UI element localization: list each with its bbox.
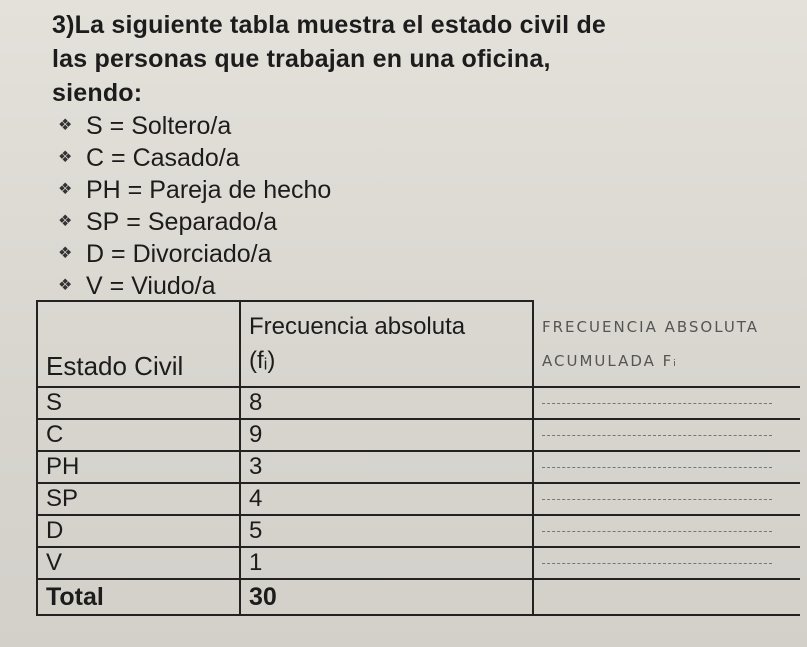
cell-fi: 5 bbox=[240, 515, 533, 547]
cell-estado: SP bbox=[37, 483, 240, 515]
table-row bbox=[37, 483, 800, 515]
definition-item: ❖ S = Soltero/a bbox=[58, 112, 232, 140]
definition-meaning: Soltero/a bbox=[131, 112, 232, 140]
definition-meaning: Casado/a bbox=[132, 144, 240, 172]
definition-code: C bbox=[86, 144, 105, 172]
cell-fi: 9 bbox=[240, 419, 533, 451]
definition-item: ❖ C = Casado/a bbox=[58, 144, 240, 172]
header-frecuencia-line-2: (fᵢ) bbox=[249, 347, 276, 374]
question-line-2: las personas que trabajan en una oficina, bbox=[52, 45, 551, 73]
cell-Fi-total-empty[interactable] bbox=[533, 579, 800, 615]
question-text bbox=[52, 8, 752, 110]
definition-meaning: Pareja de hecho bbox=[149, 176, 332, 204]
header-frecuencia-acumulada bbox=[533, 301, 800, 387]
cell-estado: C bbox=[37, 419, 240, 451]
cell-estado: PH bbox=[37, 451, 240, 483]
definition-meaning: Separado/a bbox=[147, 208, 278, 236]
definition-item: ❖ V = Viudo/a bbox=[58, 272, 216, 300]
frequency-table bbox=[36, 300, 800, 616]
question-line-3: siendo: bbox=[52, 79, 143, 107]
diamond-bullet-icon: ❖ bbox=[58, 213, 73, 230]
definition-meaning: Viudo/a bbox=[131, 272, 216, 300]
diamond-bullet-icon: ❖ bbox=[58, 117, 73, 134]
table-row bbox=[37, 515, 800, 547]
table-row bbox=[37, 387, 800, 419]
cell-Fi-empty[interactable] bbox=[533, 547, 800, 579]
cell-estado: D bbox=[37, 515, 240, 547]
cell-Fi-empty[interactable] bbox=[533, 451, 800, 483]
cell-fi: 1 bbox=[240, 547, 533, 579]
table-row bbox=[37, 451, 800, 483]
table-row bbox=[37, 547, 800, 579]
table-row bbox=[37, 419, 800, 451]
definition-item: ❖ D = Divorciado/a bbox=[58, 240, 272, 268]
header-frecuencia-absoluta bbox=[240, 301, 533, 387]
cell-fi: 4 bbox=[240, 483, 533, 515]
cell-Fi-empty[interactable] bbox=[533, 483, 800, 515]
diamond-bullet-icon: ❖ bbox=[58, 245, 73, 262]
cell-fi: 3 bbox=[240, 451, 533, 483]
cell-fi: 8 bbox=[240, 387, 533, 419]
definition-meaning: Divorciado/a bbox=[132, 240, 272, 268]
total-label: Total bbox=[37, 579, 240, 615]
cell-Fi-empty[interactable] bbox=[533, 387, 800, 419]
cell-estado: V bbox=[37, 547, 240, 579]
definition-item: ❖ SP = Separado/a bbox=[58, 208, 278, 236]
table-header-row bbox=[37, 301, 800, 387]
definition-item: ❖ PH = Pareja de hecho bbox=[58, 176, 332, 204]
diamond-bullet-icon: ❖ bbox=[58, 277, 73, 294]
cell-estado: S bbox=[37, 387, 240, 419]
total-value: 30 bbox=[240, 579, 533, 615]
definition-code: SP bbox=[86, 208, 120, 236]
header-estado-civil: Estado Civil bbox=[37, 301, 240, 387]
definition-code: D bbox=[86, 240, 105, 268]
handwritten-header-line-2: ACUMULADA Fᵢ bbox=[542, 351, 678, 370]
definition-code: S bbox=[86, 112, 103, 140]
cell-Fi-empty[interactable] bbox=[533, 419, 800, 451]
table-total-row bbox=[37, 579, 800, 615]
header-frecuencia-line-1: Frecuencia absoluta bbox=[249, 313, 466, 340]
diamond-bullet-icon: ❖ bbox=[58, 149, 73, 166]
diamond-bullet-icon: ❖ bbox=[58, 181, 73, 198]
definition-list bbox=[58, 110, 331, 302]
definition-code: PH bbox=[86, 176, 121, 204]
question-line-1: 3)La siguiente tabla muestra el estado civil de bbox=[52, 11, 607, 39]
handwritten-header-line-1: FRECUENCIA ABSOLUTA bbox=[542, 317, 760, 336]
definition-code: V bbox=[86, 272, 103, 300]
cell-Fi-empty[interactable] bbox=[533, 515, 800, 547]
